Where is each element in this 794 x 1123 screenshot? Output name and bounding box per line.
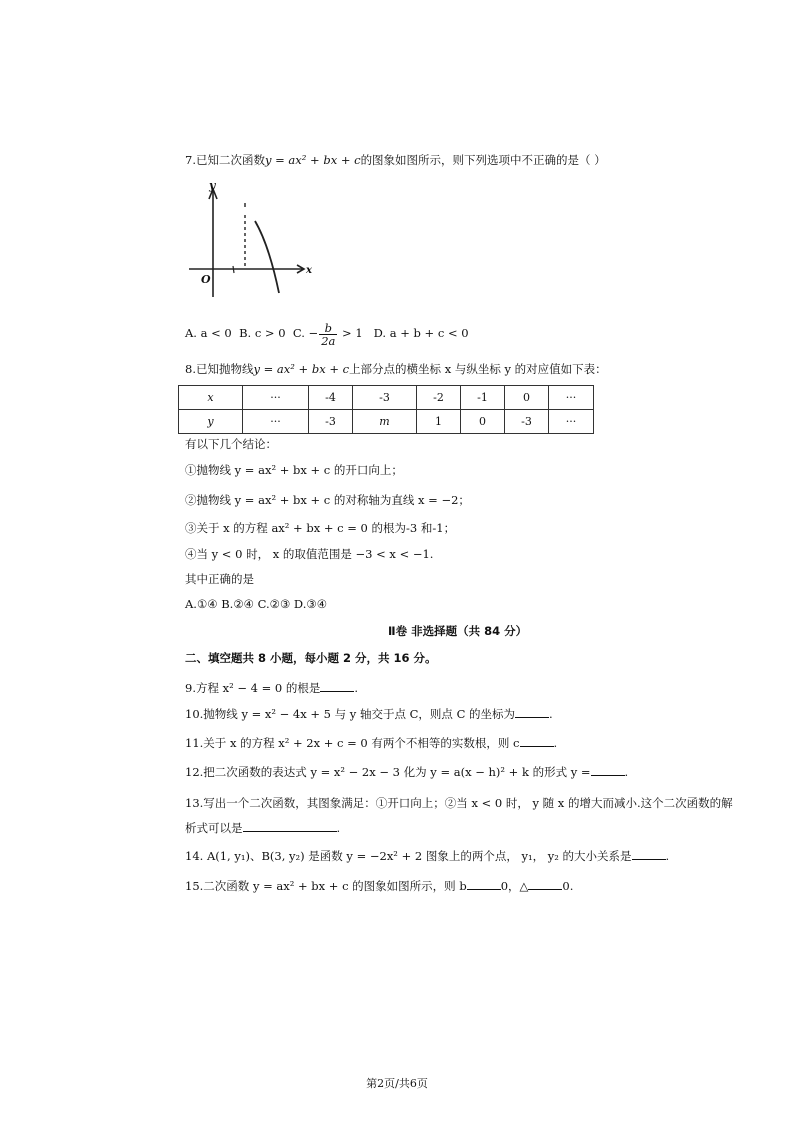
table-cell: 0 [505, 386, 549, 410]
unit-tick [233, 266, 234, 273]
table-cell: m [353, 410, 417, 434]
q7-option-d: D. a + b + c < 0 [373, 326, 469, 340]
q8-intro: 有以下几个结论： [185, 437, 277, 451]
q13-line1: 13.写出一个二次函数，其图象满足：①开口向上；②当 x < 0 时， y 随 x 的增大而减小.这个二次函数的解 [185, 796, 733, 810]
q8-options: A.①④ B.②④ C.②③ D.③④ [185, 597, 328, 611]
origin-label: O [201, 273, 211, 286]
x-axis-label: x [306, 265, 312, 276]
q8-conclusion-1: ①抛物线 y = ax² + bx + c 的开口向上； [185, 463, 403, 477]
table-cell: ··· [549, 386, 594, 410]
table-cell: 1 [417, 410, 461, 434]
answer-blank[interactable] [243, 820, 337, 832]
table-cell: -3 [505, 410, 549, 434]
answer-blank[interactable] [467, 878, 501, 890]
answer-blank[interactable] [515, 706, 549, 718]
q7-stem: 7.已知二次函数y = ax² + bx + c的图象如图所示，则下列选项中不正确的是（ ） [185, 153, 606, 167]
q8-ask: 其中正确的是 [185, 572, 254, 586]
answer-blank[interactable] [632, 848, 666, 860]
page-footer: 第2页/共6页 [366, 1077, 428, 1090]
table-cell: 0 [461, 410, 505, 434]
q13-line2: 析式可以是 . [185, 821, 341, 835]
table-cell: -3 [353, 386, 417, 410]
answer-blank[interactable] [591, 764, 625, 776]
q7-options [185, 320, 469, 347]
table-cell: y [179, 410, 243, 434]
q9: 9.方程 x² − 4 = 0 的根是 . [185, 681, 359, 695]
q8-conclusion-4: ④当 y < 0 时， x 的取值范围是 −3 < x < −1. [185, 547, 434, 561]
q12: 12.把二次函数的表达式 y = x² − 2x − 3 化为 y = a(x − h)² + k 的形式 y = . [185, 765, 629, 779]
q14: 14. A(1, y₁)、B(3, y₂) 是函数 y = −2x² + 2 图象上的两个点， y₁， y₂ 的大小关系是 . [185, 849, 670, 863]
y-axis-label: y [209, 179, 216, 192]
q8-conclusion-3: ③关于 x 的方程 ax² + bx + c = 0 的根为-3 和-1； [185, 521, 456, 535]
q7-option-b: B. c > 0 [239, 326, 286, 340]
table-cell: ··· [549, 410, 594, 434]
table-cell: x [179, 386, 243, 410]
q7-option-c: C. − $\frac{b}{2a}$ > 1 [292, 320, 363, 348]
section2-title: 二、填空题共 8 小题，每小题 2 分，共 16 分。 [185, 651, 437, 665]
table-cell: -4 [309, 386, 353, 410]
table-cell: ··· [243, 410, 309, 434]
part2-title: Ⅱ卷 非选择题（共 84 分） [388, 624, 528, 638]
q8-value-table [178, 385, 594, 434]
q7-option-a: A. a < 0 [185, 326, 232, 340]
parabola-curve [255, 221, 279, 293]
table-row-x [179, 386, 594, 410]
table-row-y [179, 410, 594, 434]
table-cell: -3 [309, 410, 353, 434]
q8-stem: 8.已知抛物线y = ax² + bx + c上部分点的横坐标 x 与纵坐标 y 的对应值如下表： [185, 362, 607, 376]
table-cell: ··· [243, 386, 309, 410]
q10: 10.抛物线 y = x² − 4x + 5 与 y 轴交于点 C，则点 C 的坐标为 . [185, 707, 553, 721]
q7-stem-math: y = ax² + bx + c [264, 153, 361, 167]
answer-blank[interactable] [520, 735, 554, 747]
answer-blank[interactable] [320, 680, 354, 692]
q8-conclusion-2: ②抛物线 y = ax² + bx + c 的对称轴为直线 x = −2； [185, 493, 470, 507]
table-cell: -1 [461, 386, 505, 410]
q11: 11.关于 x 的方程 x² + 2x + c = 0 有两个不相等的实数根，则 c . [185, 736, 558, 750]
table-cell: -2 [417, 386, 461, 410]
q15: 15.二次函数 y = ax² + bx + c 的图象如图所示，则 b 0，△ 0. [185, 879, 574, 893]
q7-parabola-graph [185, 175, 315, 305]
answer-blank[interactable] [528, 878, 562, 890]
